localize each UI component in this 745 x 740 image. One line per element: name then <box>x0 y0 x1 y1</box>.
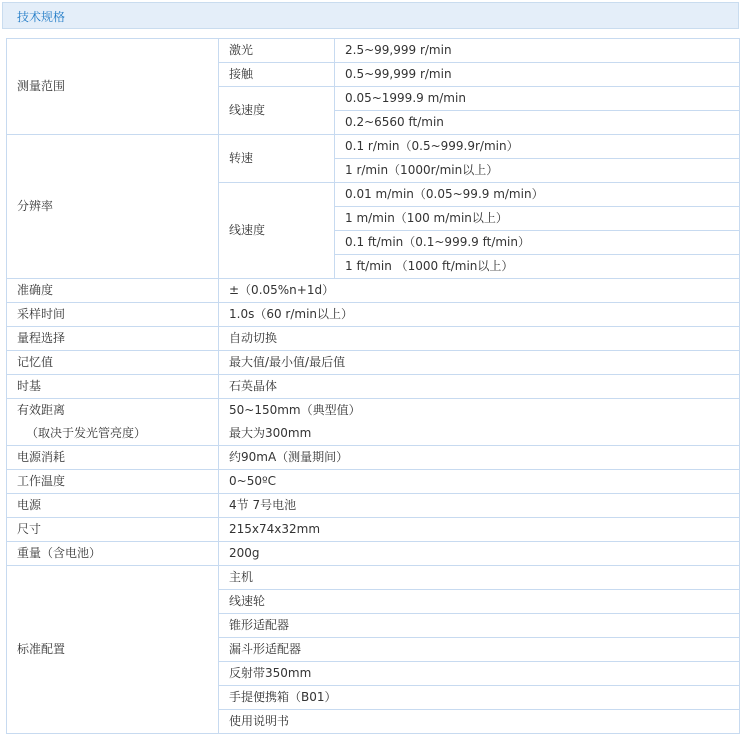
distance-max: 最大为300mm <box>229 426 312 440</box>
table-row <box>7 303 740 327</box>
table-row <box>7 566 740 590</box>
sub-label-speed: 转速 <box>219 135 335 183</box>
sub-label-res-linear: 线速度 <box>219 183 335 279</box>
value-power-consumption: 约90mA（测量期间） <box>219 446 740 470</box>
table-row <box>7 446 740 470</box>
value-res-linear-4: 1 ft/min （1000 ft/min以上） <box>335 255 740 279</box>
distance-label: 有效距离 <box>17 403 66 417</box>
row-label-temperature: 工作温度 <box>7 470 219 494</box>
value-accuracy: ±（0.05%n+1d） <box>219 279 740 303</box>
row-label-power-consumption: 电源消耗 <box>7 446 219 470</box>
standard-item: 线速轮 <box>219 590 740 614</box>
value-range-linear-m: 0.05~1999.9 m/min <box>335 87 740 111</box>
value-memory: 最大值/最小值/最后值 <box>219 351 740 375</box>
row-label-resolution: 分辨率 <box>7 135 219 279</box>
row-label-timebase: 时基 <box>7 375 219 399</box>
value-power: 4节 7号电池 <box>219 494 740 518</box>
value-weight: 200g <box>219 542 740 566</box>
value-range-select: 自动切换 <box>219 327 740 351</box>
table-row <box>7 542 740 566</box>
value-range-linear-ft: 0.2~6560 ft/min <box>335 111 740 135</box>
value-distance <box>219 399 740 446</box>
spec-table <box>6 38 740 734</box>
table-row <box>7 399 740 446</box>
row-label-power: 电源 <box>7 494 219 518</box>
sub-label-laser: 激光 <box>219 39 335 63</box>
value-laser: 2.5~99,999 r/min <box>335 39 740 63</box>
value-size: 215x74x32mm <box>219 518 740 542</box>
table-row <box>7 279 740 303</box>
row-label-range: 测量范围 <box>7 39 219 135</box>
standard-item: 主机 <box>219 566 740 590</box>
value-res-linear-3: 0.1 ft/min（0.1~999.9 ft/min） <box>335 231 740 255</box>
row-label-sampling: 采样时间 <box>7 303 219 327</box>
row-label-distance <box>7 399 219 446</box>
table-row <box>7 518 740 542</box>
standard-item: 使用说明书 <box>219 710 740 734</box>
value-sampling: 1.0s（60 r/min以上） <box>219 303 740 327</box>
table-row <box>7 39 740 63</box>
row-label-range-select: 量程选择 <box>7 327 219 351</box>
value-res-linear-2: 1 m/min（100 m/min以上） <box>335 207 740 231</box>
row-label-size: 尺寸 <box>7 518 219 542</box>
value-res-linear-1: 0.01 m/min（0.05~99.9 m/min） <box>335 183 740 207</box>
table-row <box>7 351 740 375</box>
value-speed-1: 0.1 r/min（0.5~999.9r/min） <box>335 135 740 159</box>
standard-item: 反射带350mm <box>219 662 740 686</box>
sub-label-range-linear: 线速度 <box>219 87 335 135</box>
sub-label-contact: 接触 <box>219 63 335 87</box>
standard-item: 手提便携箱（B01） <box>219 686 740 710</box>
section-header <box>2 2 739 29</box>
table-row <box>7 327 740 351</box>
value-contact: 0.5~99,999 r/min <box>335 63 740 87</box>
distance-note: （取决于发光管亮度） <box>26 426 147 440</box>
distance-typical: 50~150mm（典型值） <box>229 403 361 417</box>
table-row <box>7 494 740 518</box>
row-label-standard: 标准配置 <box>7 566 219 734</box>
row-label-accuracy: 准确度 <box>7 279 219 303</box>
value-timebase: 石英晶体 <box>219 375 740 399</box>
table-row <box>7 470 740 494</box>
standard-item: 锥形适配器 <box>219 614 740 638</box>
row-label-memory: 记忆值 <box>7 351 219 375</box>
value-temperature: 0~50ºC <box>219 470 740 494</box>
standard-item: 漏斗形适配器 <box>219 638 740 662</box>
value-speed-2: 1 r/min（1000r/min以上） <box>335 159 740 183</box>
section-title: 技术规格 <box>17 10 66 24</box>
table-row <box>7 375 740 399</box>
row-label-weight: 重量（含电池） <box>7 542 219 566</box>
table-row <box>7 135 740 159</box>
